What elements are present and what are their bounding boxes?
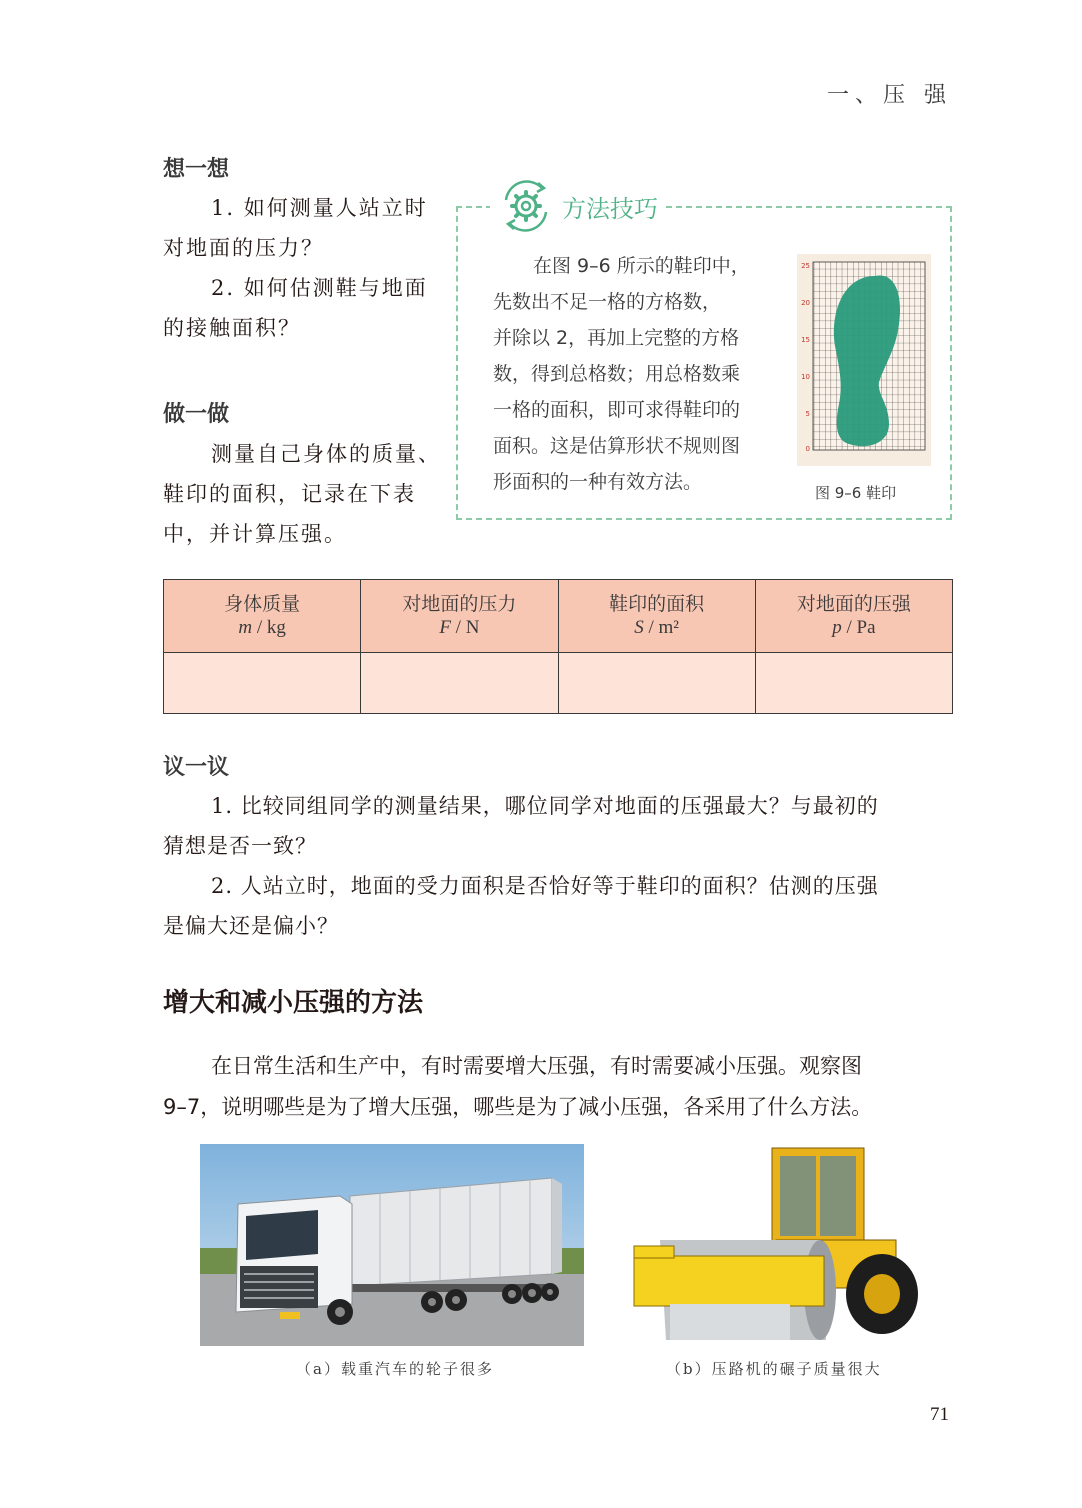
header-area bbox=[558, 580, 755, 653]
discuss-q1-line1: 1. 比较同组同学的测量结果，哪位同学对地面的压强最大？与最初的 bbox=[211, 794, 879, 818]
axis-tick: 0 bbox=[805, 445, 810, 453]
page-number: 71 bbox=[930, 1404, 949, 1425]
discuss-q2-line1: 2. 人站立时，地面的受力面积是否恰好等于鞋印的面积？估测的压强 bbox=[211, 874, 879, 898]
header-label: 对地面的压力 bbox=[402, 593, 517, 615]
tip-line: 并除以 2，再加上完整的方格 bbox=[493, 327, 740, 349]
figure-b-caption: （b）压路机的碾子质量很大 bbox=[666, 1360, 882, 1378]
table-cell-area[interactable] bbox=[558, 653, 755, 714]
header-unit: / Pa bbox=[841, 617, 876, 638]
do-line1: 测量自己身体的质量、 bbox=[211, 442, 441, 466]
figure-a-caption: （a）载重汽车的轮子很多 bbox=[296, 1360, 494, 1378]
road-roller-photo bbox=[620, 1144, 920, 1354]
header-symbol: S bbox=[634, 617, 644, 638]
header-symbol: F bbox=[439, 617, 451, 638]
method-tip-header bbox=[490, 180, 666, 232]
axis-tick: 5 bbox=[805, 410, 810, 418]
axis-tick: 10 bbox=[801, 373, 810, 381]
axis-tick: 20 bbox=[801, 299, 810, 307]
measurement-table bbox=[163, 579, 953, 714]
header-unit: / m² bbox=[643, 617, 679, 638]
header-unit: / N bbox=[450, 617, 480, 638]
tip-line: 面积。这是估算形状不规则图 bbox=[493, 435, 741, 457]
discuss-q1-line2: 猜想是否一致？ bbox=[163, 834, 317, 858]
axis-tick: 15 bbox=[801, 336, 810, 344]
header-label: 身体质量 bbox=[224, 593, 301, 615]
header-label: 鞋印的面积 bbox=[609, 593, 705, 615]
shoeprint-grid-illustration bbox=[797, 254, 931, 466]
header-label: 对地面的压强 bbox=[796, 593, 911, 615]
shoeprint-figure bbox=[797, 254, 931, 466]
truck-photo bbox=[200, 1144, 584, 1346]
header-unit: / kg bbox=[252, 617, 286, 638]
road-roller-illustration bbox=[620, 1144, 920, 1354]
do-text bbox=[163, 434, 453, 554]
table-cell-mass[interactable] bbox=[164, 653, 361, 714]
do-line2: 鞋印的面积，记录在下表 bbox=[163, 482, 416, 506]
think-heading: 想一想 bbox=[163, 157, 230, 182]
truck-illustration bbox=[200, 1144, 584, 1346]
think-q1-line1: 1. 如何测量人站立时 bbox=[211, 196, 428, 220]
discuss-heading: 议一议 bbox=[163, 755, 230, 780]
tip-line: 一格的面积，即可求得鞋印的 bbox=[493, 399, 741, 421]
tip-line: 数，得到总格数；用总格数乘 bbox=[493, 363, 741, 385]
table-cell-force[interactable] bbox=[361, 653, 558, 714]
think-q1-line2: 对地面的压力？ bbox=[163, 236, 324, 260]
figure-9-6-caption: 图 9–6 鞋印 bbox=[815, 484, 897, 502]
section-title: 增大和减小压强的方法 bbox=[163, 988, 424, 1018]
method-tip-text bbox=[493, 248, 785, 500]
tip-line: 先数出不足一格的方格数， bbox=[493, 291, 722, 313]
running-header: 一、压 强 bbox=[827, 83, 952, 108]
table-cell-pressure[interactable] bbox=[755, 653, 952, 714]
axis-tick: 25 bbox=[801, 262, 810, 270]
paragraph-line2: 9–7，说明哪些是为了增大压强，哪些是为了减小压强，各采用了什么方法。 bbox=[163, 1095, 873, 1119]
do-line3: 中，并计算压强。 bbox=[163, 522, 347, 546]
header-force bbox=[361, 580, 558, 653]
header-symbol: p bbox=[832, 617, 842, 638]
table-row bbox=[164, 653, 953, 714]
think-q2-line2: 的接触面积？ bbox=[163, 316, 301, 340]
paragraph-line1: 在日常生活和生产中，有时需要增大压强，有时需要减小压强。观察图 bbox=[211, 1054, 862, 1078]
discuss-text bbox=[163, 786, 963, 946]
think-questions bbox=[163, 188, 453, 348]
do-heading: 做一做 bbox=[163, 402, 230, 427]
table-header-row bbox=[164, 580, 953, 653]
tip-line: 在图 9–6 所示的鞋印中， bbox=[533, 255, 750, 277]
section-paragraph bbox=[163, 1046, 953, 1128]
method-tip-title: 方法技巧 bbox=[562, 194, 658, 223]
header-symbol: m bbox=[238, 617, 253, 638]
header-pressure bbox=[755, 580, 952, 653]
tip-line: 形面积的一种有效方法。 bbox=[493, 471, 703, 493]
discuss-q2-line2: 是偏大还是偏小？ bbox=[163, 914, 339, 938]
think-q2-line1: 2. 如何估测鞋与地面 bbox=[211, 276, 428, 300]
header-mass bbox=[164, 580, 361, 653]
gear-cycle-icon bbox=[498, 180, 554, 232]
